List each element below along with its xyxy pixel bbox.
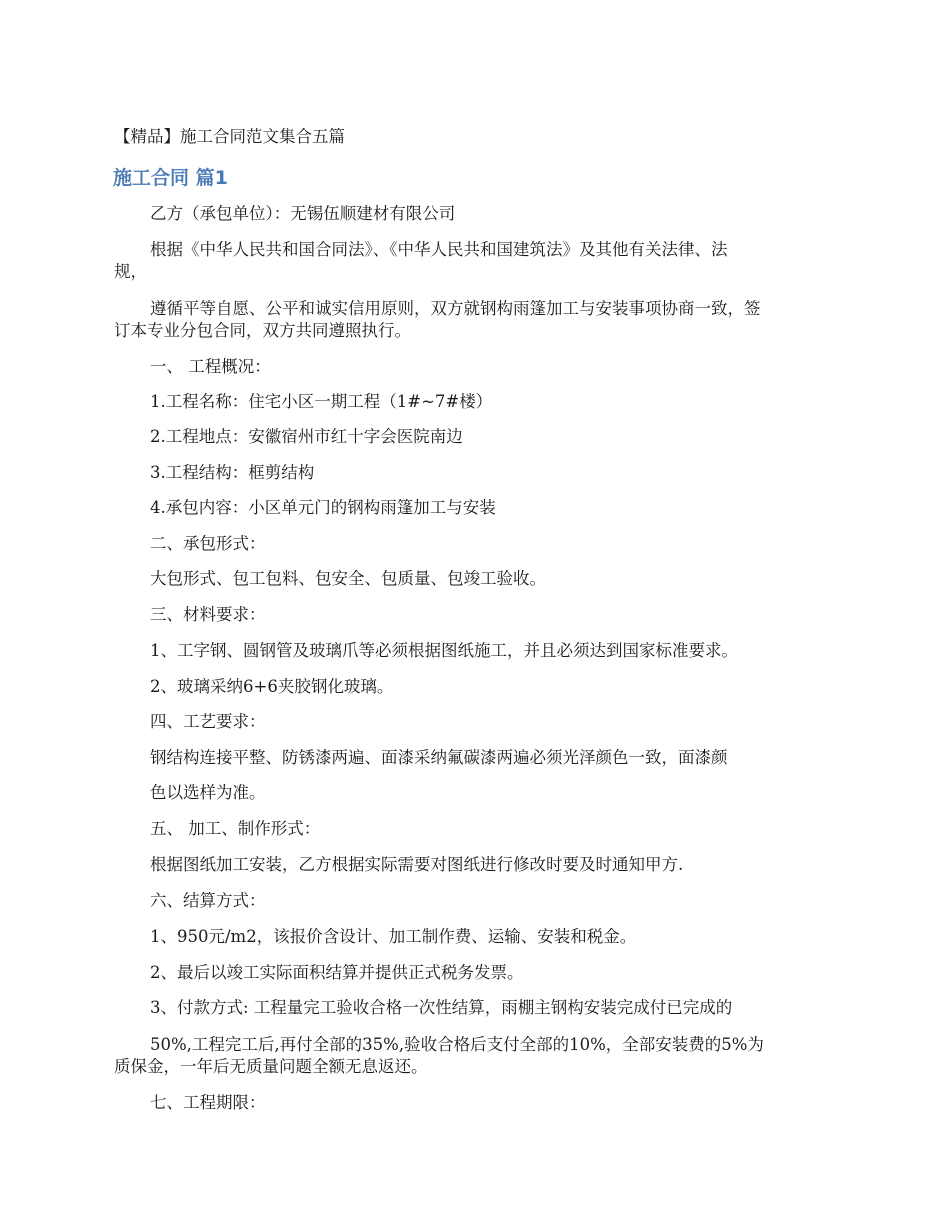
subheading-line: 一、 工程概况： [150,357,271,376]
paragraph-line: 质保金，一年后无质量问题全额无息返还。 [114,1057,428,1076]
section-heading: 施工合同 篇1 [113,167,228,189]
paragraph-line: 大包形式、包工包料、包安全、包质量、包竣工验收。 [150,569,546,588]
paragraph-line: 钢结构连接平整、防锈漆两遍、面漆采纳氟碳漆两遍必须光泽颜色一致，面漆颜 [150,748,728,767]
subheading-line: 五、 加工、制作形式： [150,819,321,838]
paragraph-line: 色以选样为准。 [150,783,266,802]
paragraph-line: 4.承包内容：小区单元门的钢构雨篷加工与安装 [150,498,496,517]
subheading-line: 二、承包形式： [150,534,266,553]
paragraph-line: 1、950元/m2，该报价含设计、加工制作费、运输、安装和税金。 [150,927,637,946]
paragraph-line: 根据图纸加工安装，乙方根据实际需要对图纸进行修改时要及时通知甲方. [150,855,684,874]
subheading-line: 三、材料要求： [150,605,266,624]
paragraph-line: 订本专业分包合同，双方共同遵照执行。 [114,321,411,340]
paragraph-line: 2、最后以竣工实际面积结算并提供正式税务发票。 [150,963,524,982]
document-title: 【精品】施工合同范文集合五篇 [114,127,345,146]
paragraph-line: 3、付款方式: 工程量完工验收合格一次性结算，雨棚主钢构安装完成付已完成的 [150,998,733,1017]
subheading-line: 七、工程期限： [150,1093,266,1112]
paragraph-line: 2、玻璃采纳6+6夹胶钢化玻璃。 [150,677,394,696]
paragraph-line: 规， [114,262,147,281]
paragraph-line: 遵循平等自愿、公平和诚实信用原则，双方就钢构雨篷加工与安装事项协商一致，签 [150,299,761,318]
subheading-line: 六、结算方式： [150,891,266,910]
paragraph-line: 1、工字钢、圆钢管及玻璃爪等必须根据图纸施工，并且必须达到国家标准要求。 [150,641,738,660]
contractor-line: 乙方（承包单位）：无锡伍顺建材有限公司 [150,204,456,223]
paragraph-line: 2.工程地点：安徽宿州市红十字会医院南边 [150,427,463,446]
subheading-line: 四、工艺要求： [150,712,266,731]
paragraph-line: 50%,工程完工后,再付全部的35%,验收合格后支付全部的10%，全部安装费的5%为 [150,1035,764,1054]
paragraph-line: 根据《中华人民共和国合同法》、《中华人民共和国建筑法》及其他有关法律、法 [150,240,728,259]
paragraph-line: 1.工程名称：住宅小区一期工程（1#~7#楼） [150,392,493,411]
paragraph-line: 3.工程结构：框剪结构 [150,463,315,482]
